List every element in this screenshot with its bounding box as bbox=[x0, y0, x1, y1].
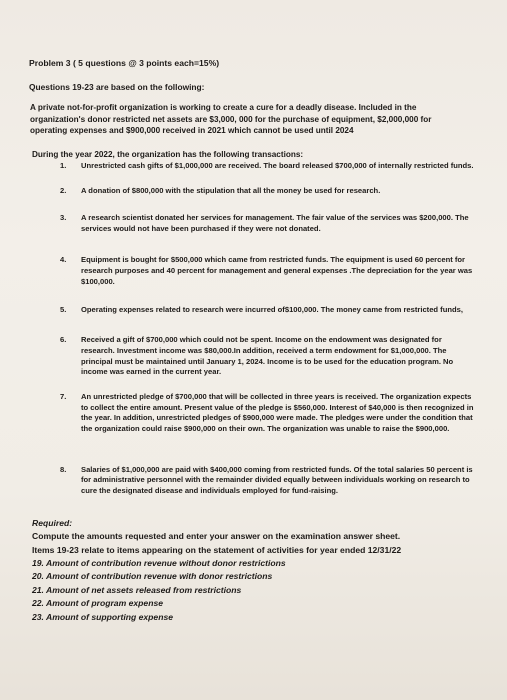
required-items-note: Items 19-23 relate to items appearing on the statement of activities for year ended 12/31/22 bbox=[32, 544, 402, 555]
transaction-item bbox=[28, 161, 476, 172]
transaction-text: A research scientist donated her services for management. The fair value of the services was $200,000. The services would not have been purchased if they were not donated. bbox=[81, 212, 469, 233]
required-heading: Required: bbox=[32, 517, 73, 528]
transactions-list bbox=[28, 161, 487, 497]
transaction-number: 7. bbox=[60, 391, 67, 401]
transaction-item bbox=[28, 335, 476, 378]
problem-title: Problem 3 ( 5 questions @ 3 points each=15%) bbox=[29, 58, 220, 68]
required-instruction: Compute the amounts requested and enter your answer on the examination answer sheet. bbox=[32, 531, 401, 542]
transaction-item bbox=[28, 255, 476, 287]
transaction-number: 6. bbox=[60, 335, 67, 345]
transaction-text: An unrestricted pledge of $700,000 that will be collected in three years is received. The organization expects to collect the entire amount. Present value of the pledge is $560,000. Interest of $40,000 is then recognized in the year. In addition, unrestricted pledges of $900,000 were made. The pledges were under the condition that the organization could raise $900,000 on their own. The organization was unable to raise the $900,000. bbox=[81, 391, 474, 434]
intro-line: Questions 19-23 are based on the following: bbox=[29, 82, 205, 92]
transaction-text: Equipment is bought for $500,000 which came from restricted funds. The equipment is used 60 percent for research purposes and 40 percent for management and general expenses .The depreciation for the year was $100,000. bbox=[81, 255, 473, 286]
transaction-number: 3. bbox=[60, 212, 67, 222]
transaction-text: Operating expenses related to research were incurred of$100,000. The money came from restricted funds, bbox=[81, 305, 463, 315]
question-item: 22. Amount of program expense bbox=[32, 598, 163, 609]
transaction-item bbox=[28, 392, 476, 435]
transaction-number: 1. bbox=[60, 160, 67, 170]
question-item: 19. Amount of contribution revenue without donor restrictions bbox=[32, 558, 286, 569]
transaction-number: 5. bbox=[60, 305, 67, 315]
transactions-heading: During the year 2022, the organization has the following transactions: bbox=[32, 149, 304, 159]
question-item: 20. Amount of contribution revenue with donor restrictions bbox=[32, 571, 273, 582]
transaction-text: Received a gift of $700,000 which could not be spent. Income on the endowment was designated for research. Investment income was $80,000.In addition, received a term endowment for $1,000,000. The principal must be maintained until January 1, 2024. Income is to be used for the education program. No income was earned in the current year. bbox=[81, 335, 454, 377]
transaction-number: 2. bbox=[60, 186, 67, 196]
question-item: 23. Amount of supporting expense bbox=[32, 611, 174, 622]
transaction-item bbox=[28, 213, 476, 234]
scenario-paragraph: A private not-for-profit organization is working to create a cure for a deadly disease. Included in the organization's donor restricted net assets are $3,000, 000 for the purchase of equipment, $2,000,000 for operating expenses and $900,000 received in 2021 which cannot be used until 2024 bbox=[30, 103, 432, 135]
transaction-item bbox=[28, 305, 476, 316]
question-item: 21. Amount of net assets released from restrictions bbox=[32, 584, 242, 595]
transaction-text: Unrestricted cash gifts of $1,000,000 are received. The board released $700,000 of internally restricted funds. bbox=[81, 160, 474, 170]
transaction-number: 4. bbox=[60, 255, 67, 265]
transaction-text: A donation of $800,000 with the stipulation that all the money be used for research. bbox=[81, 186, 381, 196]
transaction-item bbox=[28, 465, 476, 497]
transaction-item bbox=[28, 186, 476, 197]
transaction-number: 8. bbox=[60, 464, 67, 474]
transaction-text: Salaries of $1,000,000 are paid with $400,000 coming from restricted funds. Of the total salaries 50 percent is for administrative personnel with the remainder divided equally between individuals working on research to cure the designated disease and individuals employed for fund-raising. bbox=[81, 464, 473, 496]
required-section bbox=[32, 517, 487, 624]
